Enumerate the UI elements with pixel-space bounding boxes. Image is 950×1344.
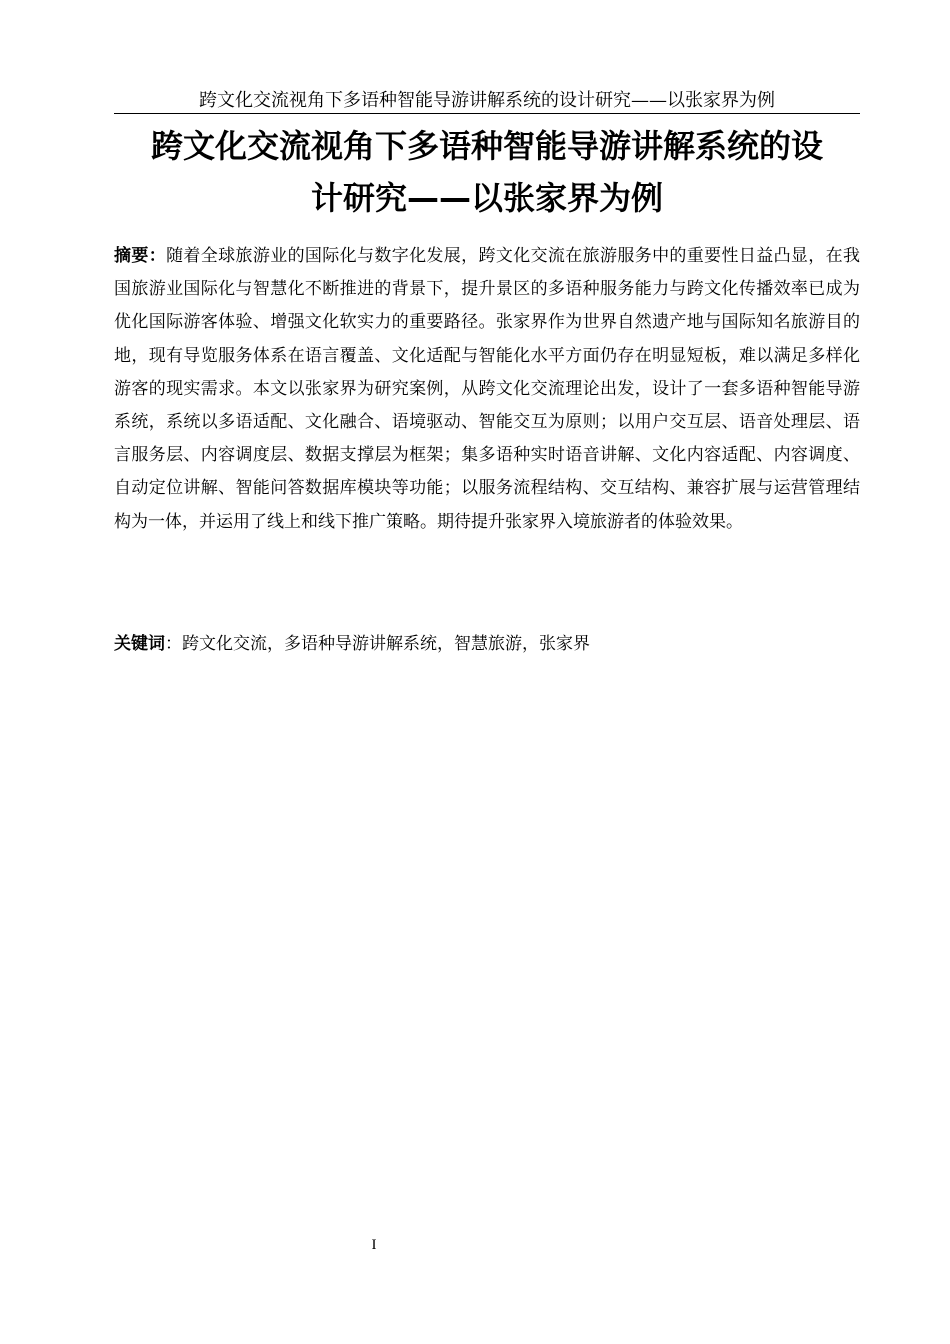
page-number: I [371, 1237, 377, 1253]
paper-title [106, 120, 868, 224]
abstract-label: 摘要： [114, 246, 167, 266]
header-divider [114, 113, 860, 114]
keywords-label: 关键词 [114, 634, 165, 654]
running-header: 跨文化交流视角下多语种智能导游讲解系统的设计研究——以张家界为例 [199, 90, 775, 111]
abstract-text: 随着全球旅游业的国际化与数字化发展，跨文化交流在旅游服务中的重要性日益凸显，在我国旅游业国际化与智慧化不断推进的背景下，提升景区的多语种服务能力与跨文化传播效率已成为优化国际游客体验、增强文化软实力的重要路径。张家界作为世界自然遗产地与国际知名旅游目的地，现有导览服务体系在语言覆盖、文化适配与智能化水平方面仍存在明显短板，难以满足多样化游客的现实需求。本文以张家界为研究案例，从跨文化交流理论出发，设计了一套多语种智能导游系统，系统以多语适配、文化融合、语境驱动、智能交互为原则；以用户交互层、语音处理层、语言服务层、内容调度层、数据支撑层为框架；集多语种实时语音讲解、文化内容适配、内容调度、自动定位讲解、智能问答数据库模块等功能；以服务流程结构、交互结构、兼容扩展与运营管理结构为一体，并运用了线上和线下推广策略。期待提升张家界入境旅游者的体验效果。 [114, 246, 861, 532]
keywords-line [114, 630, 860, 658]
keywords-separator: ： [165, 634, 182, 654]
paper-title-line-2: 计研究——以张家界为例 [310, 179, 663, 217]
keywords-text: 跨文化交流，多语种导游讲解系统，智慧旅游，张家界 [182, 634, 590, 654]
abstract-paragraph [114, 240, 860, 539]
paper-title-line-1: 跨文化交流视角下多语种智能导游讲解系统的设 [150, 127, 823, 165]
